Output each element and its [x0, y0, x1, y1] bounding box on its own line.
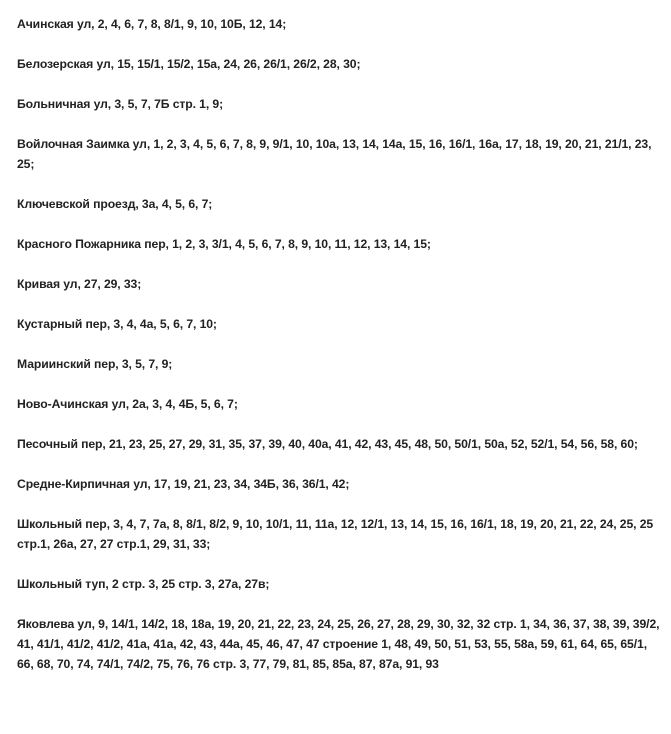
street-entry-kustarny: Кустарный пер, 3, 4, 4а, 5, 6, 7, 10; [17, 317, 217, 331]
street-entry-krasnogo-pozharnika: Красного Пожарника пер, 1, 2, 3, 3/1, 4, 5, 6, 7, 8, 9, 10, 11, 12, 13, 14, 15; [17, 237, 431, 251]
street-entry-klyuchevskoy: Ключевской проезд, 3а, 4, 5, 6, 7; [17, 197, 213, 211]
street-entry-krivaya: Кривая ул, 27, 29, 33; [17, 277, 142, 291]
street-entry-voylochnaya-zaimka: Войлочная Заимка ул, 1, 2, 3, 4, 5, 6, 7, 8, 9, 9/1, 10, 10а, 13, 14, 14а, 15, 16, 16/1, 16а, 17, 18, 19, 20, 21, 21/1, 23, 25; [17, 137, 652, 171]
street-entry-sredne-kirpichnaya: Средне-Кирпичная ул, 17, 19, 21, 23, 34, 34Б, 36, 36/1, 42; [17, 477, 350, 491]
address-list [17, 14, 661, 694]
street-entry-achinskaya: Ачинская ул, 2, 4, 6, 7, 8, 8/1, 9, 10, 10Б, 12, 14; [17, 17, 287, 31]
street-entry-shkolny-tup: Школьный туп, 2 стр. 3, 25 стр. 3, 27а, 27в; [17, 577, 270, 591]
street-entry-novo-achinskaya: Ново-Ачинская ул, 2а, 3, 4, 4Б, 5, 6, 7; [17, 397, 238, 411]
street-entry-mariinsky: Мариинский пер, 3, 5, 7, 9; [17, 357, 173, 371]
street-entry-belozerskaya: Белозерская ул, 15, 15/1, 15/2, 15а, 24, 26, 26/1, 26/2, 28, 30; [17, 57, 361, 71]
street-entry-pesochny: Песочный пер, 21, 23, 25, 27, 29, 31, 35, 37, 39, 40, 40а, 41, 42, 43, 45, 48, 50, 50/1, 50а, 52, 52/1, 54, 56, 58, 60; [17, 437, 638, 451]
street-entry-shkolny-per: Школьный пер, 3, 4, 7, 7а, 8, 8/1, 8/2, 9, 10, 10/1, 11, 11а, 12, 12/1, 13, 14, 15, 16, 16/1, 18, 19, 20, 21, 22, 24, 25, 25 стр.1, 26а, 27, 27 стр.1, 29, 31, 33; [17, 517, 654, 551]
street-entry-bolnichnaya: Больничная ул, 3, 5, 7, 7Б стр. 1, 9; [17, 97, 224, 111]
street-entry-yakovleva: Яковлева ул, 9, 14/1, 14/2, 18, 18а, 19, 20, 21, 22, 23, 24, 25, 26, 27, 28, 29, 30, 32, 32 стр. 1, 34, 36, 37, 38, 39, 39/2, 41, 41/1, 41/2, 41/2, 41а, 41а, 42, 43, 44а, 45, 46, 47, 47 строение 1, 48, 49, 50, 51, 53, 55, 58а, 59, 61, 64, 65, 65/1, 66, 68, 70, 74, 74/1, 74/2, 75, 76, 76 стр. 3, 77, 79, 81, 85, 85а, 87, 87а, 91, 93 [17, 617, 660, 671]
